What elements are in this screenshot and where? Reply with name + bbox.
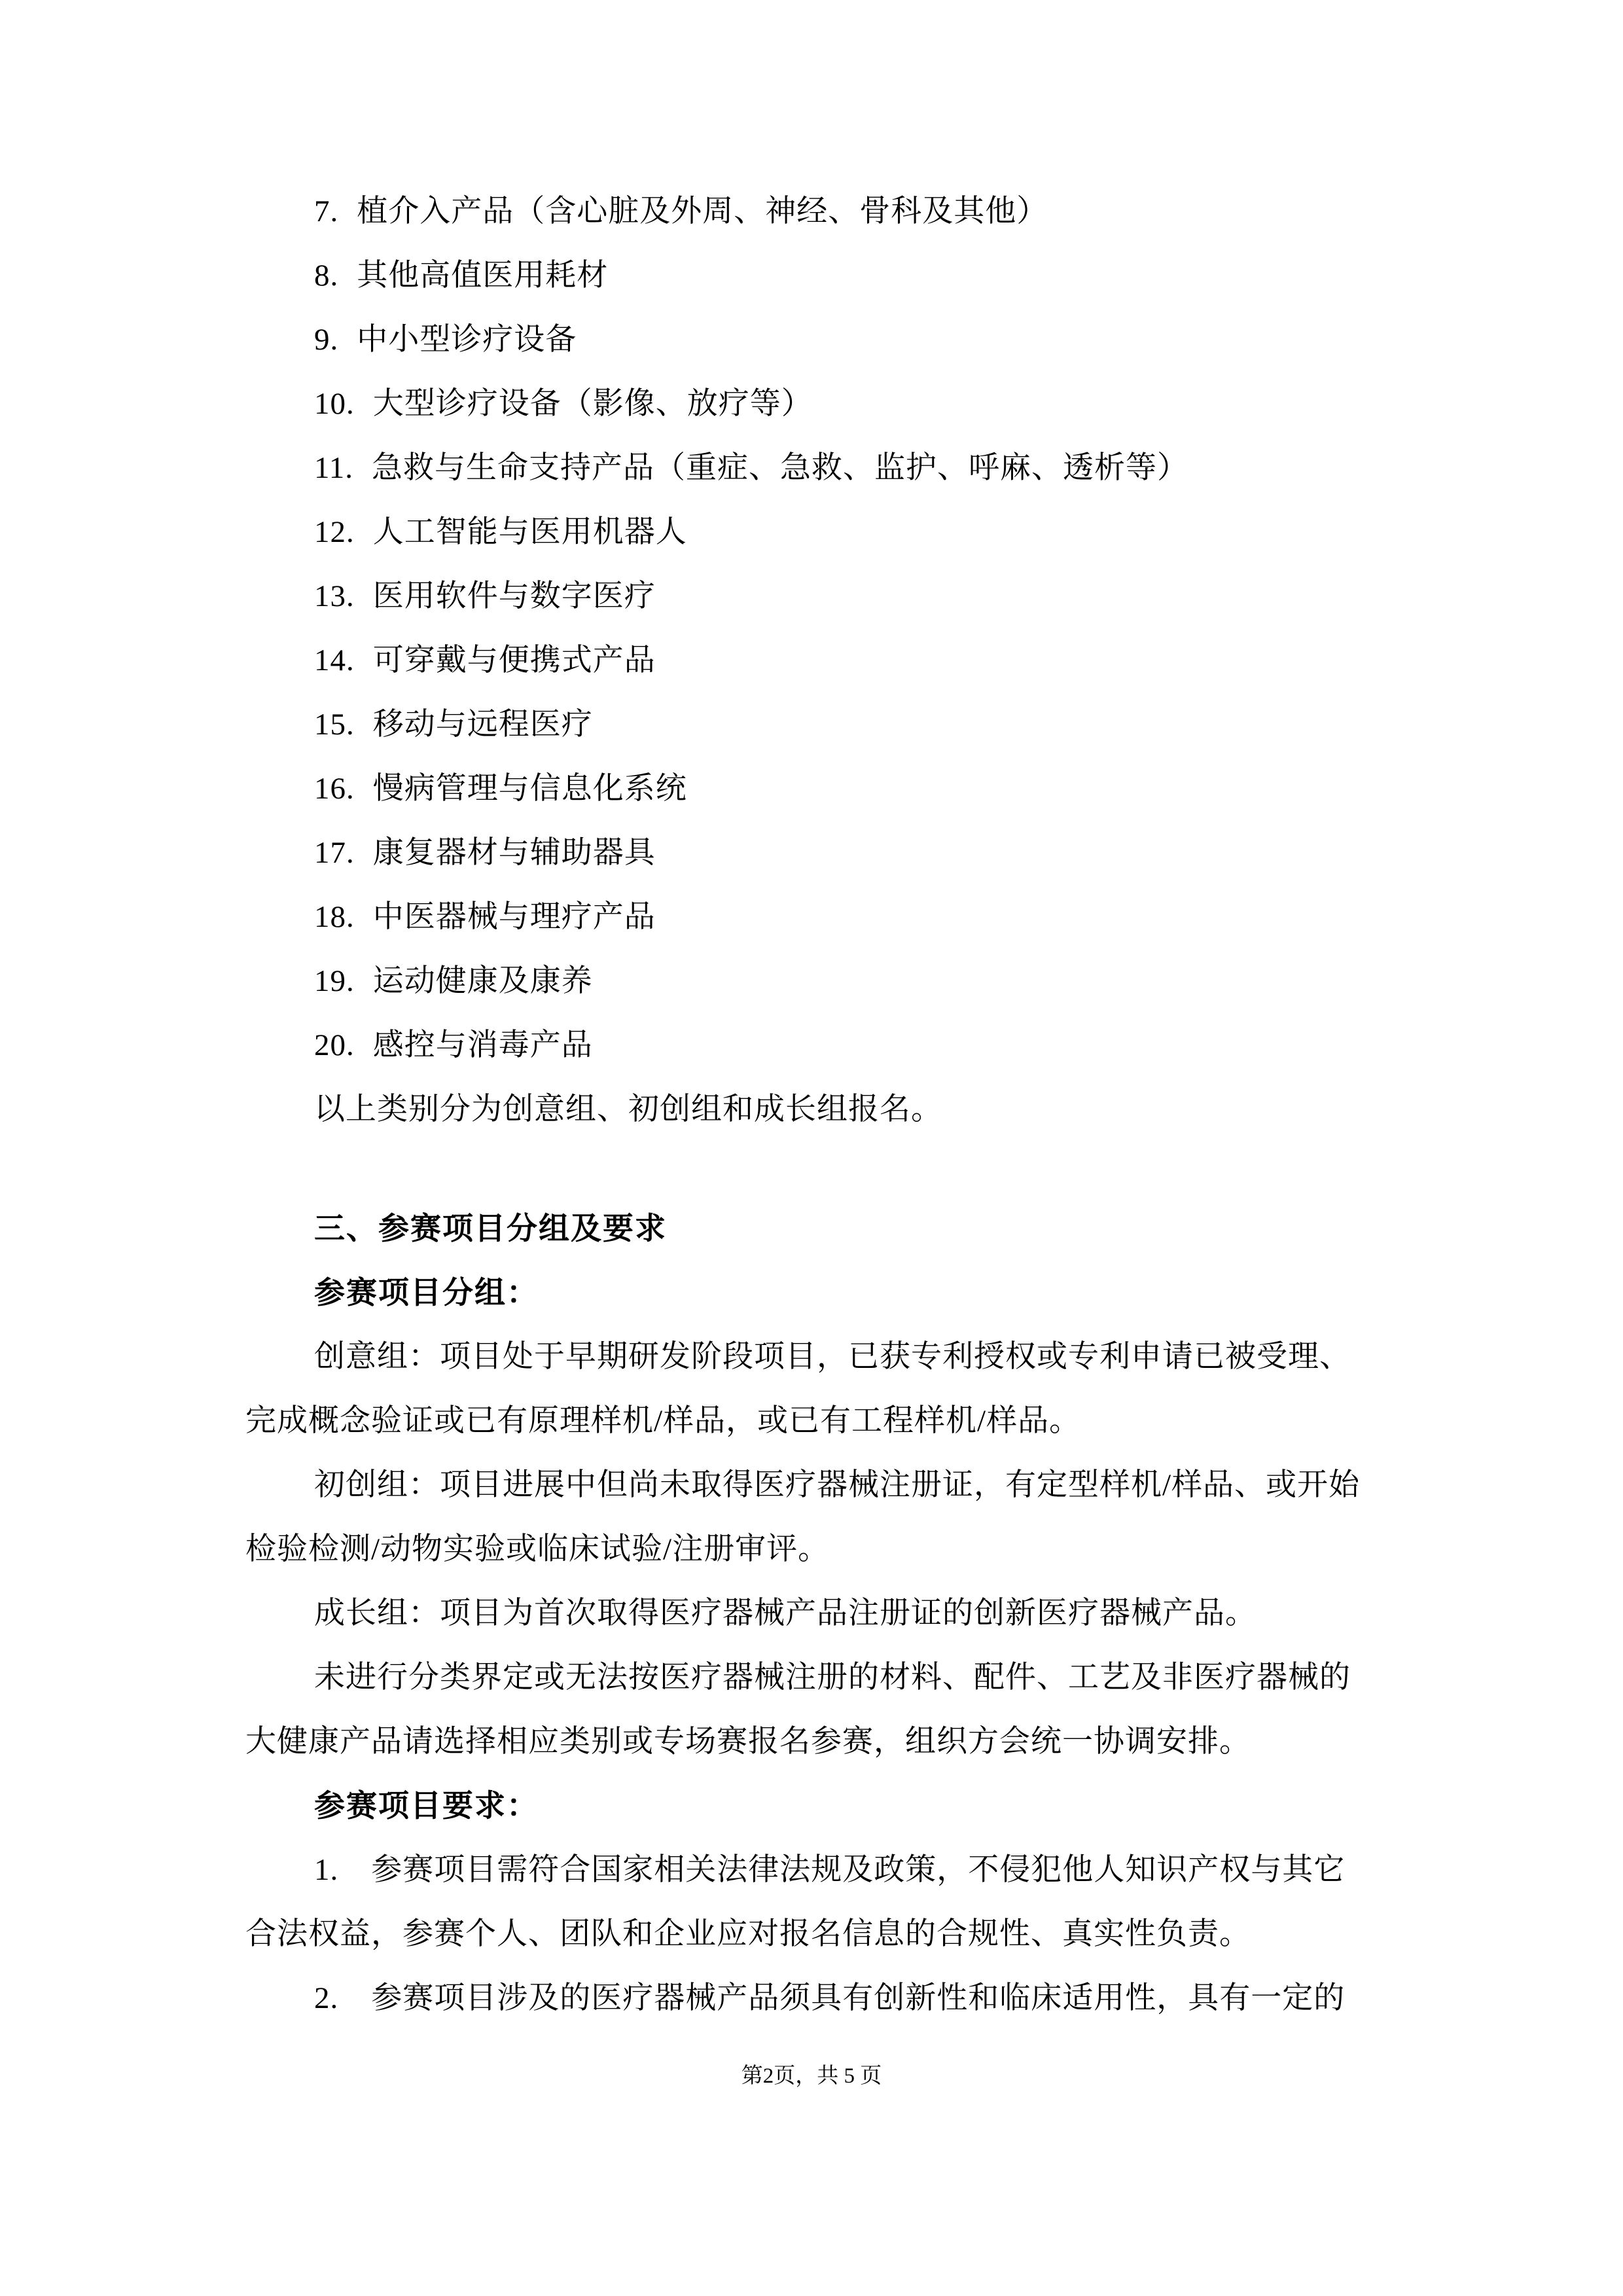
list-item-number: 20. [314,1028,355,1062]
requirement-number: 1. [314,1853,339,1887]
list-item-label: 医用软件与数字医疗 [372,579,656,613]
list-item-number: 18. [314,900,355,934]
group-line-1: 创意组：项目处于早期研发阶段项目，已获专利授权或专利申请已被受理、 [314,1340,1351,1374]
page-footer: 第2页，共 5 页 [741,2064,882,2088]
list-item-7 [245,179,1427,243]
list-item-label: 大型诊疗设备（影像、放疗等） [372,387,813,421]
list-item-number: 7. [314,194,339,228]
requirement-line-1 [245,1838,1427,1902]
list-item-label: 移动与远程医疗 [372,708,593,742]
requirement-line-3 [245,1966,1427,2030]
list-item-18 [245,885,1427,949]
list-item-11 [245,436,1427,500]
requirement-number: 2. [314,1981,339,2015]
list-item-number: 9. [314,323,339,357]
list-item-label: 植介入产品（含心脏及外周、神经、骨科及其他） [357,194,1048,228]
list-item-17 [245,821,1427,885]
group-line-4: 检验检测/动物实验或临床试验/注册审评。 [245,1532,830,1566]
list-item-number: 10. [314,387,355,421]
group-line-2: 完成概念验证或已有原理样机/样品，或已有工程样机/样品。 [245,1404,1081,1438]
list-item-number: 19. [314,964,355,998]
requirements-heading: 参赛项目要求： [314,1788,539,1823]
list-item-number: 14. [314,643,355,677]
list-item-number: 16. [314,772,355,806]
list-item-12 [245,500,1427,564]
list-item-label: 急救与生命支持产品（重症、急救、监护、呼麻、透析等） [372,451,1189,485]
requirement-text: 参赛项目需符合国家相关法律法规及政策，不侵犯他人知识产权与其它 [371,1853,1346,1887]
list-item-8 [245,243,1427,308]
list-item-label: 中医器械与理疗产品 [372,900,656,934]
categories-closing: 以上类别分为创意组、初创组和成长组报名。 [314,1092,942,1126]
list-item-label: 感控与消毒产品 [372,1028,593,1062]
document-content [245,179,1427,2030]
list-item-20 [245,1013,1427,1077]
list-item-label: 可穿戴与便携式产品 [372,643,656,677]
list-item-number: 8. [314,259,339,293]
group-line-7: 大健康产品请选择相应类别或专场赛报名参赛，组织方会统一协调安排。 [245,1725,1251,1759]
list-item-19 [245,949,1427,1013]
list-item-10 [245,372,1427,436]
vertical-spacer [245,1141,1427,1196]
list-item-15 [245,692,1427,757]
list-item-label: 人工智能与医用机器人 [372,515,687,549]
group-line-5: 成长组：项目为首次取得医疗器械产品注册证的创新医疗器械产品。 [314,1596,1257,1630]
list-item-number: 15. [314,708,355,742]
group-line-6: 未进行分类界定或无法按医疗器械注册的材料、配件、工艺及非医疗器械的 [314,1660,1351,1695]
list-item-13 [245,564,1427,628]
list-item-label: 其他高值医用耗材 [357,259,609,293]
list-item-number: 12. [314,515,355,549]
list-item-14 [245,628,1427,692]
group-line-3: 初创组：项目进展中但尚未取得医疗器械注册证，有定型样机/样品、或开始 [314,1468,1361,1502]
groups-heading: 参赛项目分组： [314,1275,539,1310]
list-item-label: 康复器材与辅助器具 [372,836,656,870]
requirement-text: 参赛项目涉及的医疗器械产品须具有创新性和临床适用性，具有一定的 [371,1981,1346,2015]
section-heading: 三、参赛项目分组及要求 [314,1211,667,1246]
list-item-label: 慢病管理与信息化系统 [372,772,687,806]
list-item-9 [245,308,1427,372]
list-item-label: 运动健康及康养 [372,964,593,998]
list-item-label: 中小型诊疗设备 [357,323,577,357]
requirement-line-2: 合法权益，参赛个人、团队和企业应对报名信息的合规性、真实性负责。 [245,1917,1251,1951]
list-item-16 [245,757,1427,821]
list-item-number: 11. [314,451,354,485]
list-item-number: 13. [314,579,355,613]
list-item-number: 17. [314,836,355,870]
